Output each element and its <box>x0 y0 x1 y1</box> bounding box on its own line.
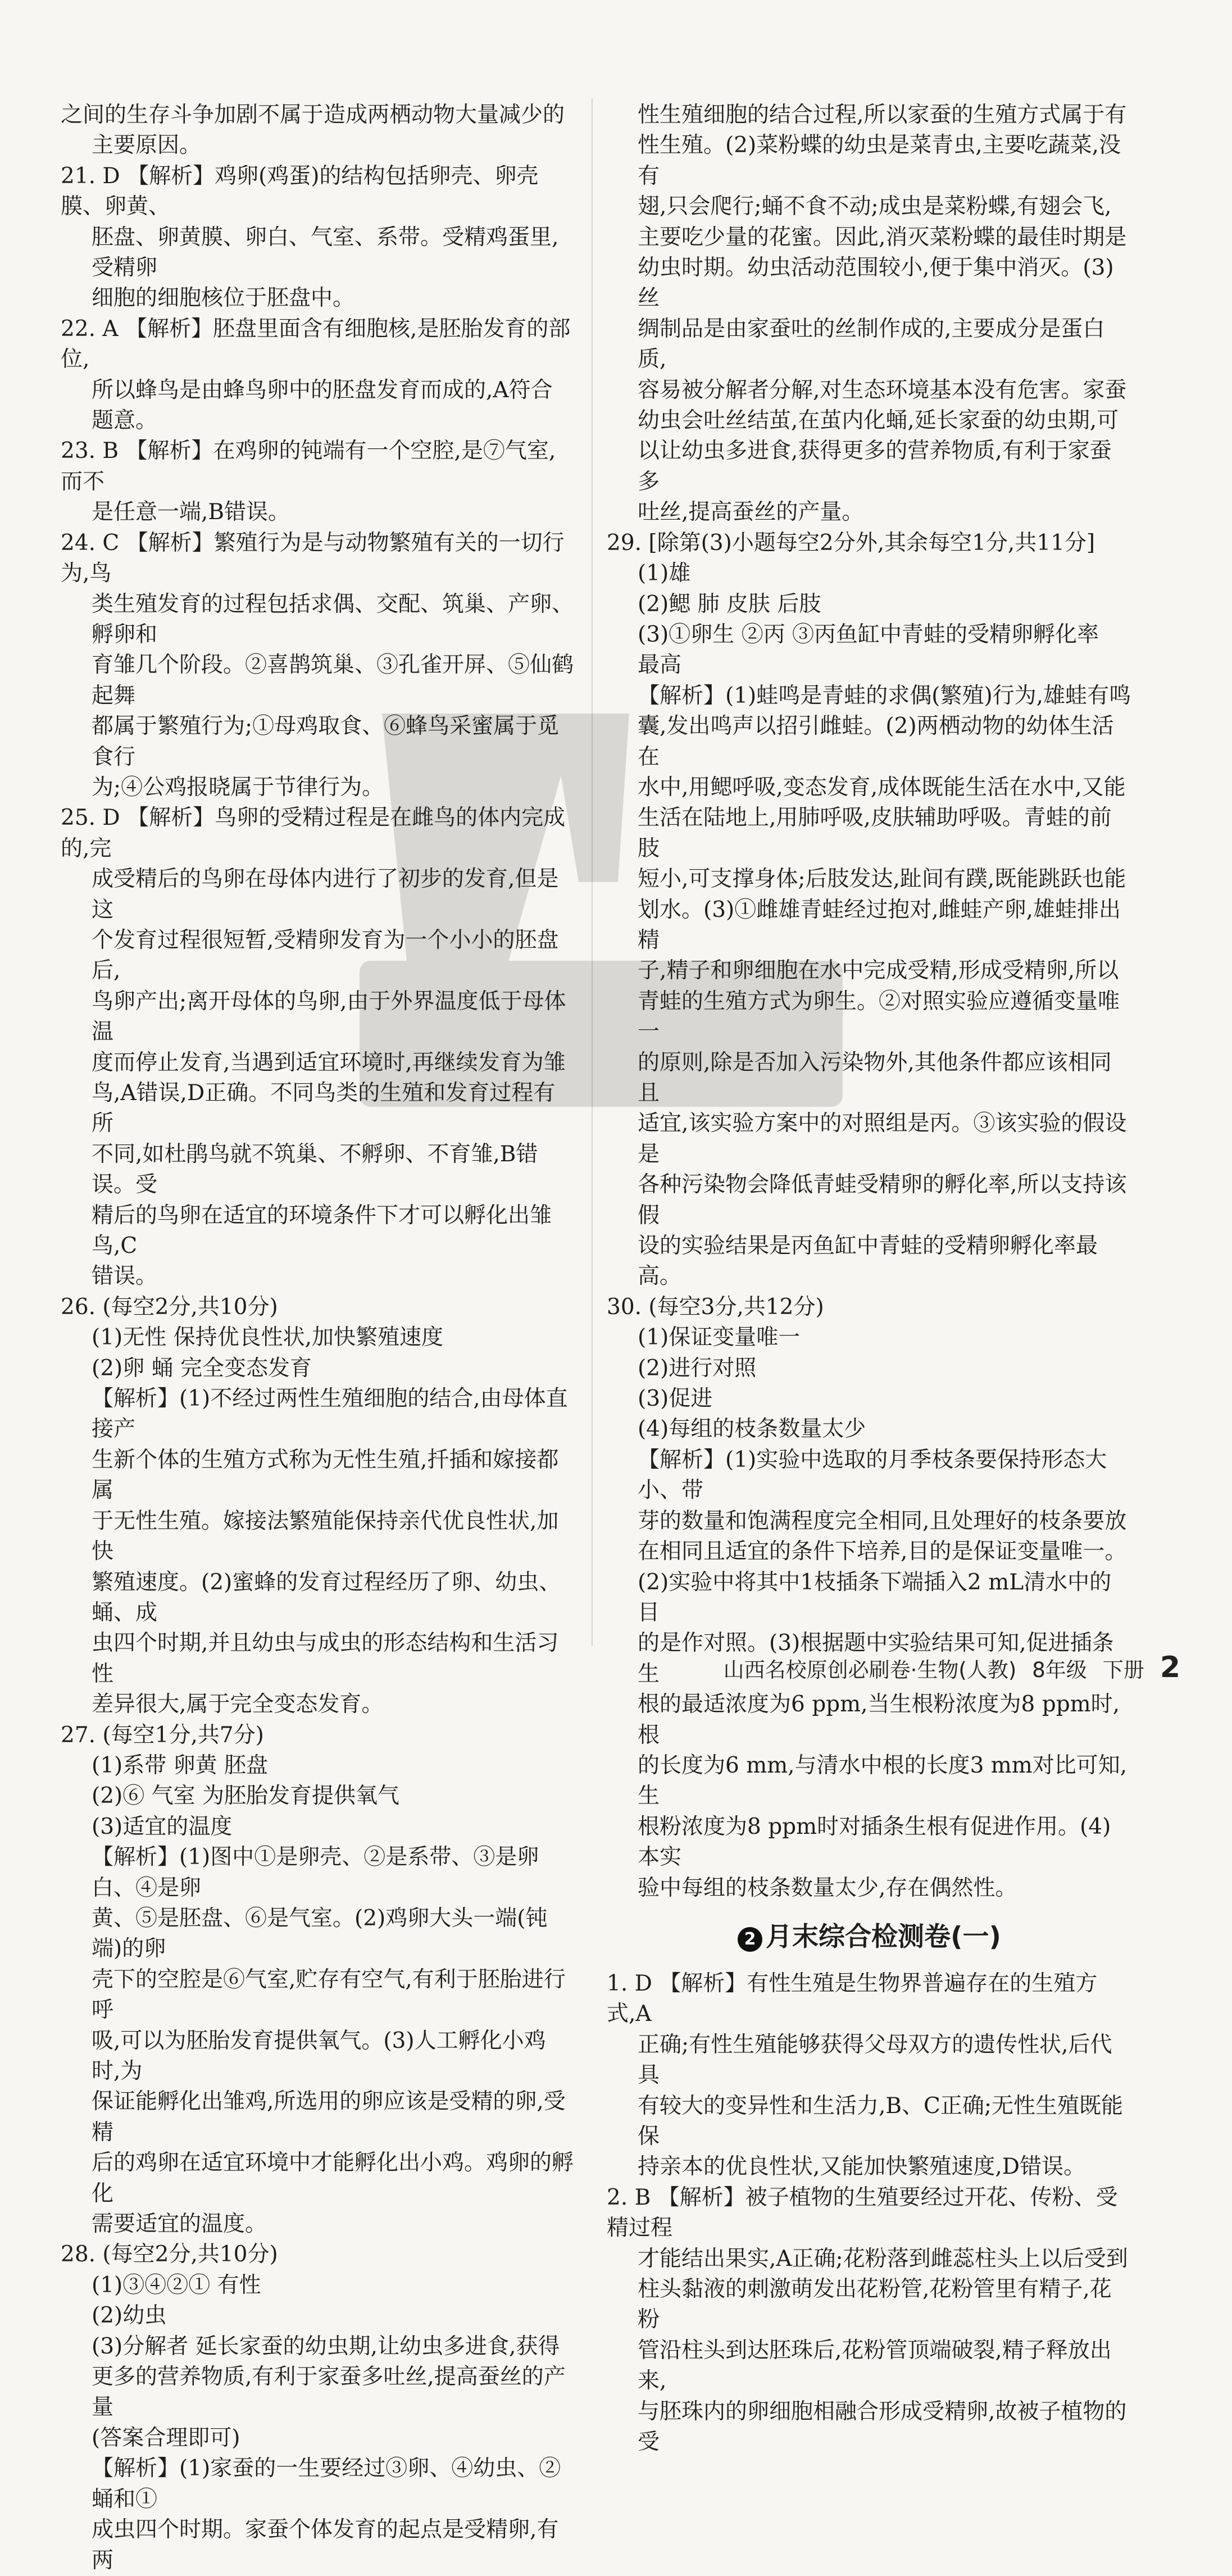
text-line: (1)无性 保持优良性状,加快繁殖速度 <box>92 1325 444 1351</box>
text-line: 鸟,A错误,D正确。不同鸟类的生殖和发育过程有所 <box>92 1080 556 1137</box>
text-line: 27. (每空1分,共7分) <box>61 1722 264 1748</box>
text-line: 精后的鸟卵在适宜的环境条件下才可以孵化出雏鸟,C <box>92 1202 552 1259</box>
text-line: 壳下的空腔是⑥气室,贮存有空气,有利于胚胎进行呼 <box>92 1966 566 2023</box>
text-line: 【解析】(1)家蚕的一生要经过③卵、④幼虫、②蛹和① <box>92 2456 561 2512</box>
text-line: 保证能孵化出雏鸡,所选用的卵应该是受精的卵,受精 <box>92 2089 566 2145</box>
text-line: 有较大的变异性和生活力,B、C正确;无性生殖既能保 <box>638 2093 1124 2149</box>
text-line: 以让幼虫多进食,获得更多的营养物质,有利于家蚕多 <box>638 438 1112 494</box>
text-line: (1)③④②① 有性 <box>92 2272 261 2298</box>
text-line: 30. (每空3分,共12分) <box>607 1294 824 1320</box>
text-line: 虫四个时期,并且幼虫与成虫的形态结构和生活习性 <box>92 1630 559 1687</box>
text-line: 子,精子和卵细胞在水中完成受精,形成受精卵,所以 <box>638 958 1119 984</box>
text-line: 于无性生殖。嫁接法繁殖能保持亲代优良性状,加快 <box>92 1508 559 1565</box>
text-line: (2)实验中将其中1枝插条下端插入2 mL清水中的目 <box>638 1569 1112 1625</box>
text-line: 幼虫会吐丝结茧,在茧内化蛹,延长家蚕的幼虫期,可 <box>638 408 1119 434</box>
text-line: 度而停止发育,当遇到适宜环境时,再继续发育为雏 <box>92 1050 566 1075</box>
text-line: 之间的生存斗争加剧不属于造成两栖动物大量减少的 <box>61 102 565 128</box>
text-line: 25. D 【解析】鸟卵的受精过程是在雌鸟的体内完成的,完 <box>61 805 566 861</box>
text-line: 管沿柱头到达胚珠后,花粉管顶端破裂,精子释放出来, <box>638 2337 1112 2394</box>
text-line: 的原则,除是否加入污染物外,其他条件都应该相同且 <box>638 1050 1112 1106</box>
text-line: 吐丝,提高蚕丝的产量。 <box>638 499 864 525</box>
text-line: 根的最适浓度为6 ppm,当生根粉浓度为8 ppm时,根 <box>638 1692 1120 1748</box>
text-line: 为;④公鸡报晓属于节律行为。 <box>92 774 384 800</box>
text-line: 鸟卵产出;离开母体的鸟卵,由于外界温度低于母体温 <box>92 988 566 1045</box>
text-line: 吸,可以为胚胎发育提供氧气。(3)人工孵化小鸡时,为 <box>92 2028 546 2084</box>
text-line: 才能结出果实,A正确;花粉落到雌蕊柱头上以后受到 <box>638 2246 1128 2271</box>
text-line: (2)卵 蛹 完全变态发育 <box>92 1355 312 1381</box>
right-column-bottom <box>607 1969 1132 2458</box>
text-line: 都属于繁殖行为;①母鸡取食、⑥蜂鸟采蜜属于觅食行 <box>92 714 560 770</box>
text-line: 生活在陆地上,用肺呼吸,皮肤辅助呼吸。青蛙的前肢 <box>638 805 1112 861</box>
text-line: 成受精后的鸟卵在母体内进行了初步的发育,但是这 <box>92 866 559 923</box>
text-line: 容易被分解者分解,对生态环境基本没有危害。家蚕 <box>638 377 1127 403</box>
text-line: 在相同且适宜的条件下培养,目的是保证变量唯一。 <box>638 1539 1127 1565</box>
footer-series: 山西名校原创必刷卷·生物(人教) <box>723 1658 1017 1682</box>
text-line: 主要原因。 <box>92 133 202 158</box>
page-number: 2 <box>1160 1651 1180 1684</box>
text-line: 21. D 【解析】鸡卵(鸡蛋)的结构包括卵壳、卵壳膜、卵黄、 <box>61 163 539 220</box>
text-line: 育雏几个阶段。②喜鹊筑巢、③孔雀开屏、⑤仙鹤起舞 <box>92 652 574 708</box>
text-line: (2)进行对照 <box>638 1355 757 1381</box>
text-line: 的长度为6 mm,与清水中根的长度3 mm对比可知,生 <box>638 1752 1128 1809</box>
text-line: 囊,发出鸣声以招引雌蛙。(2)两栖动物的幼体生活在 <box>638 714 1114 770</box>
footer-grade: 8年级 <box>1032 1658 1087 1682</box>
text-line: 设的实验结果是丙鱼缸中青蛙的受精卵孵化率最高。 <box>638 1233 1098 1289</box>
text-line: 【解析】(1)不经过两性生殖细胞的结合,由母体直接产 <box>92 1386 568 1442</box>
text-line: 性生殖细胞的结合过程,所以家蚕的生殖方式属于有 <box>638 102 1127 128</box>
text-line: 胚盘、卵黄膜、卵白、气室、系带。受精鸡蛋里,受精卵 <box>92 224 559 281</box>
section-number-badge: 2 <box>738 1927 762 1952</box>
text-line: 【解析】(1)蛙鸣是青蛙的求偶(繁殖)行为,雄蛙有鸣 <box>638 683 1131 708</box>
right-column-top <box>607 100 1132 1903</box>
text-line: 根粉浓度为8 ppm时对插条生根有促进作用。(4)本实 <box>638 1814 1111 1870</box>
text-line: 26. (每空2分,共10分) <box>61 1294 278 1320</box>
text-line: 生新个体的生殖方式称为无性生殖,扦插和嫁接都属 <box>92 1447 559 1503</box>
text-line: (2)幼虫 <box>92 2303 167 2329</box>
text-line: 与胚珠内的卵细胞相融合形成受精卵,故被子植物的受 <box>638 2398 1127 2455</box>
text-line: 细胞的细胞核位于胚盘中。 <box>92 285 355 311</box>
text-line: 繁殖速度。(2)蜜蜂的发育过程经历了卵、幼虫、蛹、成 <box>92 1569 561 1625</box>
text-line: 短小,可支撑身体;后肢发达,趾间有蹼,既能跳跃也能 <box>638 866 1126 892</box>
text-line: 芽的数量和饱满程度完全相同,且处理好的枝条要放 <box>638 1508 1127 1534</box>
text-line: (1)雄 <box>638 561 691 587</box>
text-line: (答案合理即可) <box>92 2425 240 2451</box>
text-line: 差异很大,属于完全变态发育。 <box>92 1692 384 1718</box>
text-line: 成虫四个时期。家蚕个体发育的起点是受精卵,有两 <box>92 2517 559 2573</box>
text-line: 需要适宜的温度。 <box>92 2211 267 2237</box>
left-column <box>61 100 575 2576</box>
text-line: (2)⑥ 气室 为胚胎发育提供氧气 <box>92 1783 400 1809</box>
footer-volume: 下册 <box>1102 1658 1144 1682</box>
text-line: 主要吃少量的花蜜。因此,消灭菜粉蝶的最佳时期是 <box>638 224 1127 250</box>
text-line: 类生殖发育的过程包括求偶、交配、筑巢、产卵、孵卵和 <box>92 591 574 647</box>
text-line: 持亲本的优良性状,又能加快繁殖速度,D错误。 <box>638 2154 1086 2180</box>
text-line: 不同,如杜鹃鸟就不筑巢、不孵卵、不育雏,B错误。受 <box>92 1141 538 1198</box>
text-line: 幼虫时期。幼虫活动范围较小,便于集中消灭。(3)丝 <box>638 255 1114 311</box>
text-line: 【解析】(1)图中①是卵壳、②是系带、③是卵白、④是卵 <box>92 1844 539 1901</box>
text-line: 22. A 【解析】胚盘里面含有细胞核,是胚胎发育的部位, <box>61 316 571 372</box>
text-line: 最高 <box>638 652 682 678</box>
text-line: 28. (每空2分,共10分) <box>61 2242 278 2268</box>
text-line: 柱头黏液的刺激萌发出花粉管,花粉管里有精子,花粉 <box>638 2277 1112 2333</box>
text-line: 划水。(3)①雌雄青蛙经过抱对,雌蛙产卵,雄蛙排出精 <box>638 897 1121 953</box>
text-line: 黄、⑤是胚盘、⑥是气室。(2)鸡卵大头一端(钝端)的卵 <box>92 1905 548 1962</box>
text-line: 所以蜂鸟是由蜂鸟卵中的胚盘发育而成的,A符合 <box>92 377 553 403</box>
text-line: 后的鸡卵在适宜环境中才能孵化出小鸡。鸡卵的孵化 <box>92 2150 574 2206</box>
text-line: 正确;有性生殖能够获得父母双方的遗传性状,后代具 <box>638 2032 1112 2088</box>
text-line: 2. B 【解析】被子植物的生殖要经过开花、传粉、受精过程 <box>607 2184 1118 2241</box>
text-line: 水中,用鳃呼吸,变态发育,成体既能生活在水中,又能 <box>638 774 1126 800</box>
text-line: (4)每组的枝条数量太少 <box>638 1416 866 1442</box>
text-line: 各种污染物会降低青蛙受精卵的孵化率,所以支持该假 <box>638 1172 1127 1228</box>
column-divider <box>592 98 593 1646</box>
text-line: 【解析】(1)实验中选取的月季枝条要保持形态大小、带 <box>638 1447 1107 1503</box>
right-column <box>607 100 1132 2457</box>
section-title: 月末综合检测卷(一) <box>766 1921 1001 1952</box>
text-line: 29. [除第(3)小题每空2分外,其余每空1分,共11分] <box>607 530 1095 556</box>
text-line: 题意。 <box>92 408 158 434</box>
text-line: 个发育过程很短暂,受精卵发育为一个小小的胚盘后, <box>92 927 559 984</box>
text-line: 青蛙的生殖方式为卵生。②对照实验应遵循变量唯一 <box>638 988 1120 1045</box>
text-line: 翅,只会爬行;蛹不食不动;成虫是菜粉蝶,有翅会飞, <box>638 194 1112 220</box>
text-line: 更多的营养物质,有利于家蚕多吐丝,提高蚕丝的产量 <box>92 2364 566 2420</box>
text-line: 验中每组的枝条数量太少,存在偶然性。 <box>638 1875 1017 1901</box>
text-line: (3)适宜的温度 <box>92 1814 233 1839</box>
section-heading <box>607 1920 1132 1954</box>
text-line: (2)鳃 肺 皮肤 后肢 <box>638 591 821 617</box>
text-line: 1. D 【解析】有性生殖是生物界普遍存在的生殖方式,A <box>607 1970 1098 2027</box>
text-line: 错误。 <box>92 1264 158 1289</box>
text-line: 的是作对照。(3)根据题中实验结果可知,促进插条生 <box>638 1630 1114 1687</box>
text-line: 适宜,该实验方案中的对照组是丙。③该实验的假设是 <box>638 1111 1127 1167</box>
text-line: 24. C 【解析】繁殖行为是与动物繁殖有关的一切行为,鸟 <box>61 530 565 587</box>
text-line: 23. B 【解析】在鸡卵的钝端有一个空腔,是⑦气室,而不 <box>61 438 556 494</box>
text-line: 是任意一端,B错误。 <box>92 499 290 525</box>
text-line: 绸制品是由家蚕吐的丝制作成的,主要成分是蛋白质, <box>638 316 1105 372</box>
page-footer <box>724 1651 1180 1684</box>
text-line: (3)分解者 延长家蚕的幼虫期,让幼虫多进食,获得 <box>92 2333 560 2359</box>
text-line: (1)系带 卵黄 胚盘 <box>92 1752 269 1778</box>
text-line: 性生殖。(2)菜粉蝶的幼虫是菜青虫,主要吃蔬菜,没有 <box>638 133 1121 189</box>
text-line: (3)促进 <box>638 1386 713 1412</box>
text-line: (3)①卵生 ②丙 ③丙鱼缸中青蛙的受精卵孵化率 <box>638 621 1099 647</box>
text-line: (1)保证变量唯一 <box>638 1325 801 1351</box>
